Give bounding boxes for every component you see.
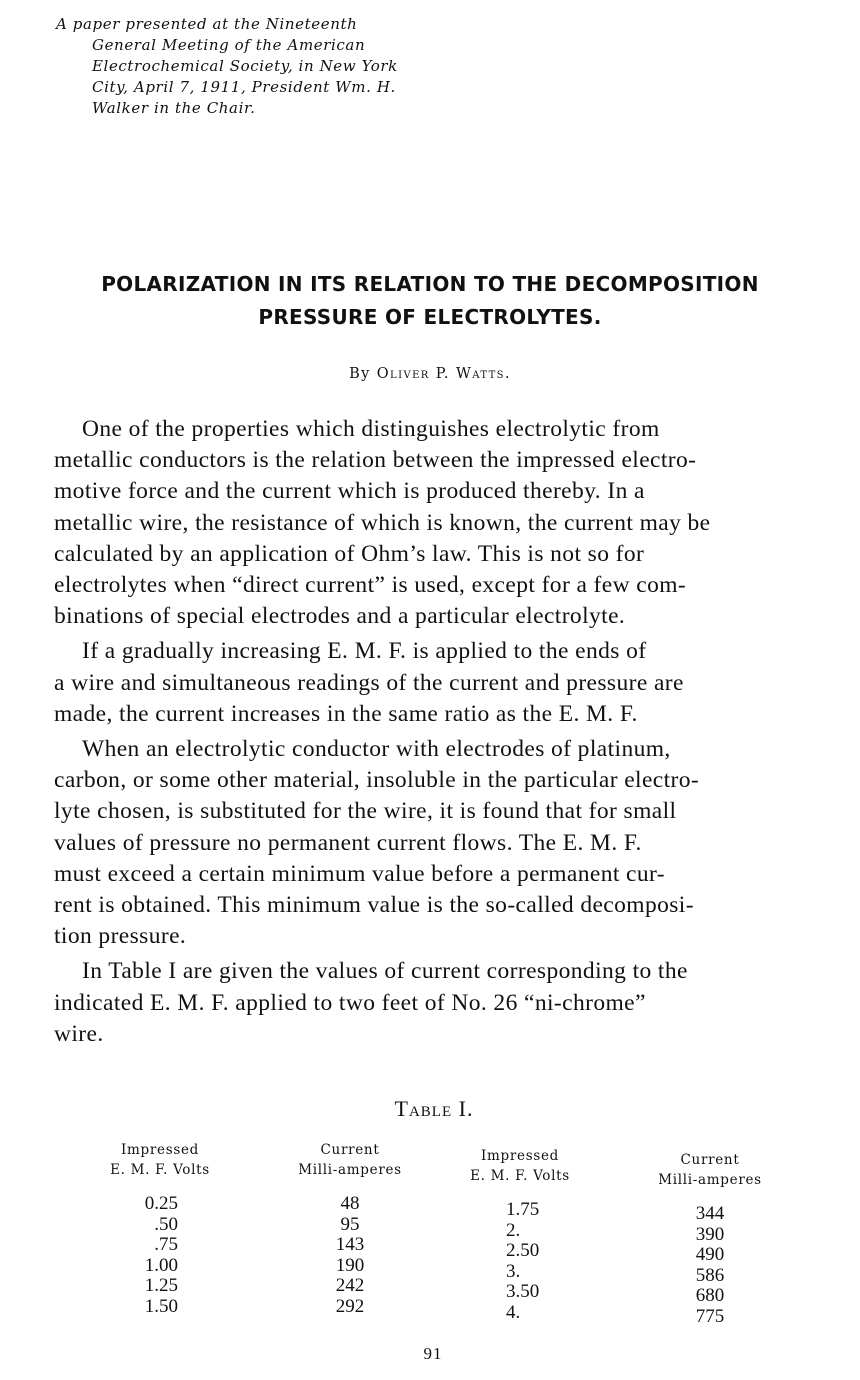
table-cell: 0.25 xyxy=(144,1193,178,1214)
table-column-emf-2 xyxy=(440,1146,600,1323)
table-cell: .50 xyxy=(154,1213,178,1235)
table-cell: 680 xyxy=(695,1285,725,1306)
text-line: One of the properties which distinguishes electrolytic from xyxy=(82,416,660,442)
text-line: If a gradually increasing E. M. F. is applied to the ends of xyxy=(82,638,647,665)
paragraph-1 xyxy=(54,414,810,632)
table-cell: 95 xyxy=(340,1213,360,1235)
paragraph-3 xyxy=(54,734,810,952)
header-line: Milli-amperes xyxy=(298,1162,402,1178)
table-cell: 2. xyxy=(506,1219,521,1241)
header-line: Impressed xyxy=(120,1142,199,1158)
table-caption-text: Table I. xyxy=(394,1096,474,1121)
text-line: wire. xyxy=(54,1020,104,1047)
title-line-2: PRESSURE OF ELECTROLYTES. xyxy=(258,305,602,329)
table-cell: 48 xyxy=(340,1193,360,1214)
table-cell: 390 xyxy=(695,1223,725,1245)
table-cell: 586 xyxy=(695,1264,725,1286)
title-line-1: POLARIZATION IN ITS RELATION TO THE DECOMPOSITION xyxy=(101,272,759,296)
column-header xyxy=(80,1140,240,1180)
table-cell: 1.25 xyxy=(144,1275,178,1296)
header-line: Impressed xyxy=(480,1148,559,1164)
paragraph-4 xyxy=(54,956,810,1050)
table-cell: 292 xyxy=(335,1295,365,1317)
table-column-current-1 xyxy=(260,1140,440,1317)
note-line: Electrochemical Society, in New York xyxy=(92,57,398,75)
text-line: a wire and simultaneous readings of the current and pressure are xyxy=(54,669,684,696)
byline-prefix: By xyxy=(349,366,371,382)
text-line: made, the current increases in the same ratio as the E. M. F. xyxy=(54,700,638,727)
header-line: Current xyxy=(680,1152,740,1168)
text-line: metallic conductors is the relation between the impressed electro- xyxy=(54,447,697,474)
column-values xyxy=(80,1194,240,1317)
text-line: lyte chosen, is substituted for the wire, it is found that for small xyxy=(54,798,677,825)
table-cell: 1.75 xyxy=(506,1199,540,1220)
column-values xyxy=(440,1200,600,1323)
text-line: rent is obtained. This minimum value is the so-called decomposi- xyxy=(54,892,694,919)
column-header xyxy=(440,1146,600,1186)
text-line: metallic wire, the resistance of which is known, the current may be xyxy=(54,509,711,536)
body-text xyxy=(54,414,810,1054)
text-line: must exceed a certain minimum value before a permanent cur- xyxy=(54,860,666,887)
table-cell: 490 xyxy=(695,1244,725,1265)
note-line: Walker in the Chair. xyxy=(92,99,256,117)
byline xyxy=(0,366,860,382)
table-cell: 4. xyxy=(506,1301,521,1323)
text-line: indicated E. M. F. applied to two feet of No. 26 “ni-chrome” xyxy=(54,989,646,1016)
table-cell: 2.50 xyxy=(506,1240,540,1261)
table-cell: 344 xyxy=(695,1203,725,1224)
text-line: When an electrolytic conductor with electrodes of platinum, xyxy=(82,736,671,763)
text-line: calculated by an application of Ohm’s law. This is not so for xyxy=(54,540,645,567)
table-caption xyxy=(0,1096,860,1122)
note-line: General Meeting of the American xyxy=(92,36,366,54)
table-column-current-2 xyxy=(620,1150,800,1327)
paragraph-2 xyxy=(54,636,810,730)
paper-title xyxy=(40,268,820,334)
text-line: motive force and the current which is produced thereby. In a xyxy=(54,478,645,505)
table-cell: 3. xyxy=(506,1260,521,1282)
header-line: E. M. F. Volts xyxy=(110,1162,210,1178)
table-cell: 3.50 xyxy=(506,1281,540,1302)
column-header xyxy=(260,1140,440,1180)
byline-author: Oliver P. Watts. xyxy=(376,366,511,382)
text-line: carbon, or some other material, insoluble in the particular electro- xyxy=(54,767,700,794)
table-cell: 190 xyxy=(335,1254,365,1276)
table-column-emf-1 xyxy=(80,1140,240,1317)
note-line: A paper presented at the Nineteenth xyxy=(56,15,358,33)
table-cell: 1.50 xyxy=(144,1295,178,1317)
text-line: In Table I are given the values of current corresponding to the xyxy=(82,958,688,985)
table-cell: 1.00 xyxy=(144,1254,178,1276)
table-cell: 775 xyxy=(695,1305,725,1327)
header-line: E. M. F. Volts xyxy=(470,1168,570,1184)
header-line: Current xyxy=(320,1142,380,1158)
column-header xyxy=(620,1150,800,1190)
column-values xyxy=(260,1194,440,1317)
table-cell: 143 xyxy=(335,1234,365,1255)
text-line: values of pressure no permanent current flows. The E. M. F. xyxy=(54,829,642,856)
table-cell: 242 xyxy=(335,1275,365,1296)
presentation-note xyxy=(56,14,436,119)
text-line: binations of special electrodes and a particular electrolyte. xyxy=(54,603,626,630)
text-line: electrolytes when “direct current” is used, except for a few com- xyxy=(54,572,687,599)
table-cell: .75 xyxy=(154,1234,178,1255)
note-line: City, April 7, 1911, President Wm. H. xyxy=(92,78,396,96)
header-line: Milli-amperes xyxy=(658,1172,762,1188)
page-number: 91 xyxy=(423,1344,443,1363)
column-values xyxy=(620,1204,800,1327)
text-line: tion pressure. xyxy=(54,923,187,950)
